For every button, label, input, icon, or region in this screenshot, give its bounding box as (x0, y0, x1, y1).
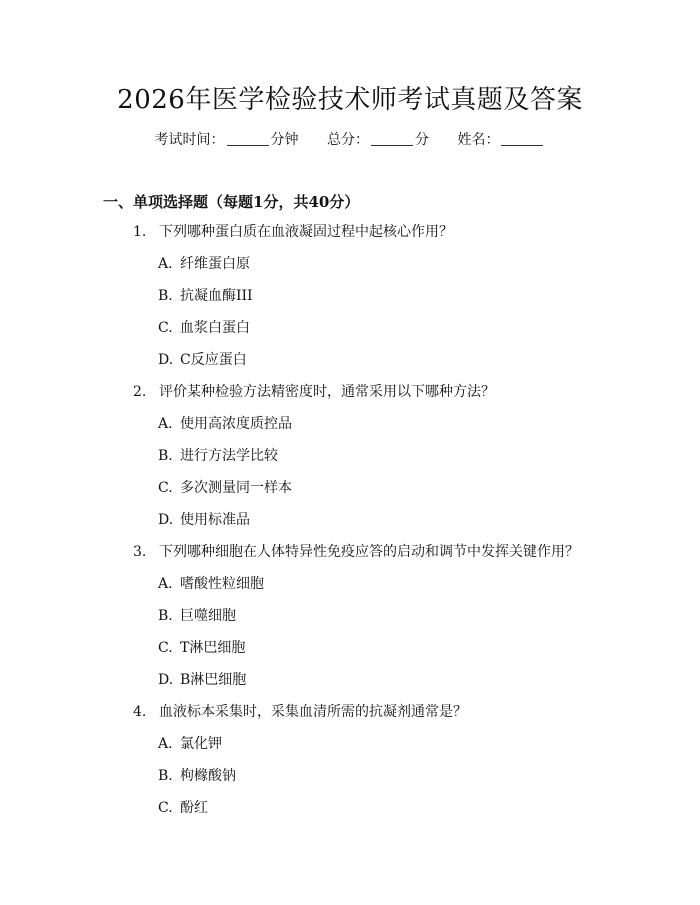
option-3c (158, 638, 245, 658)
option-text: 巨噬细胞 (180, 608, 236, 624)
option-letter: B. (158, 768, 173, 784)
option-text: 嗜酸性粒细胞 (180, 576, 264, 592)
option-2d (158, 510, 250, 530)
option-text: 纤维蛋白原 (180, 256, 250, 272)
option-letter: C. (158, 320, 173, 336)
name-field (457, 130, 545, 150)
question-text: 下列哪种细胞在人体特异性免疫应答的启动和调节中发挥关键作用？ (159, 544, 579, 560)
total-score-blank (371, 131, 413, 146)
option-1b (158, 286, 253, 306)
option-text: 抗凝血酶III (180, 288, 253, 304)
question-number: 1. (133, 224, 147, 240)
option-letter: A. (158, 576, 173, 592)
option-text: 枸橼酸钠 (180, 768, 236, 784)
question-number: 4. (133, 704, 147, 720)
option-4c (158, 798, 208, 818)
option-1d (158, 350, 247, 370)
question-text: 下列哪种蛋白质在血液凝固过程中起核心作用？ (159, 224, 453, 240)
option-letter: A. (158, 256, 173, 272)
option-2b (158, 446, 278, 466)
option-letter: D. (158, 352, 174, 368)
option-4a (158, 734, 222, 754)
option-letter: C. (158, 480, 173, 496)
name-label: 姓名： (457, 132, 500, 148)
question-1 (133, 222, 453, 242)
option-letter: B. (158, 288, 173, 304)
option-3a (158, 574, 264, 594)
exam-time-field (155, 130, 299, 150)
question-3 (133, 542, 579, 562)
section-title: 一、单项选择题（每题1分，共40分） (103, 193, 360, 211)
question-number: 2. (133, 384, 147, 400)
option-3b (158, 606, 236, 626)
option-text: T淋巴细胞 (180, 640, 246, 656)
option-text: 多次测量同一样本 (180, 480, 292, 496)
option-text: 氯化钾 (180, 736, 222, 752)
name-blank (501, 131, 543, 146)
page-title: 2026年医学检验技术师考试真题及答案 (117, 85, 583, 115)
option-text: 酚红 (180, 800, 208, 816)
exam-time-label: 考试时间： (154, 132, 225, 148)
option-letter: C. (158, 640, 173, 656)
option-letter: D. (158, 512, 174, 528)
question-text: 评价某种检验方法精密度时，通常采用以下哪种方法？ (159, 384, 495, 400)
question-4 (133, 702, 467, 722)
option-letter: B. (158, 448, 173, 464)
option-letter: B. (158, 608, 173, 624)
total-score-label: 总分： (327, 132, 369, 148)
option-text: C反应蛋白 (180, 352, 247, 368)
question-text: 血液标本采集时，采集血清所需的抗凝剂通常是？ (159, 704, 467, 720)
option-letter: C. (158, 800, 173, 816)
exam-time-unit: 分钟 (270, 132, 299, 148)
option-3d (158, 670, 246, 690)
question-2 (133, 382, 495, 402)
option-letter: D. (158, 672, 174, 688)
option-text: 使用高浓度质控品 (180, 416, 292, 432)
question-number: 3. (133, 544, 147, 560)
option-text: 血浆白蛋白 (180, 320, 250, 336)
exam-info-row (0, 130, 700, 150)
exam-time-blank (227, 131, 269, 146)
option-letter: A. (158, 736, 173, 752)
option-4b (158, 766, 236, 786)
option-2c (158, 478, 292, 498)
option-text: 进行方法学比较 (180, 448, 278, 464)
total-score-field (327, 130, 429, 150)
option-1c (158, 318, 250, 338)
option-text: 使用标准品 (180, 512, 250, 528)
option-1a (158, 254, 250, 274)
total-score-unit: 分 (415, 132, 429, 148)
option-text: B淋巴细胞 (180, 672, 247, 688)
option-letter: A. (158, 416, 173, 432)
option-2a (158, 414, 292, 434)
